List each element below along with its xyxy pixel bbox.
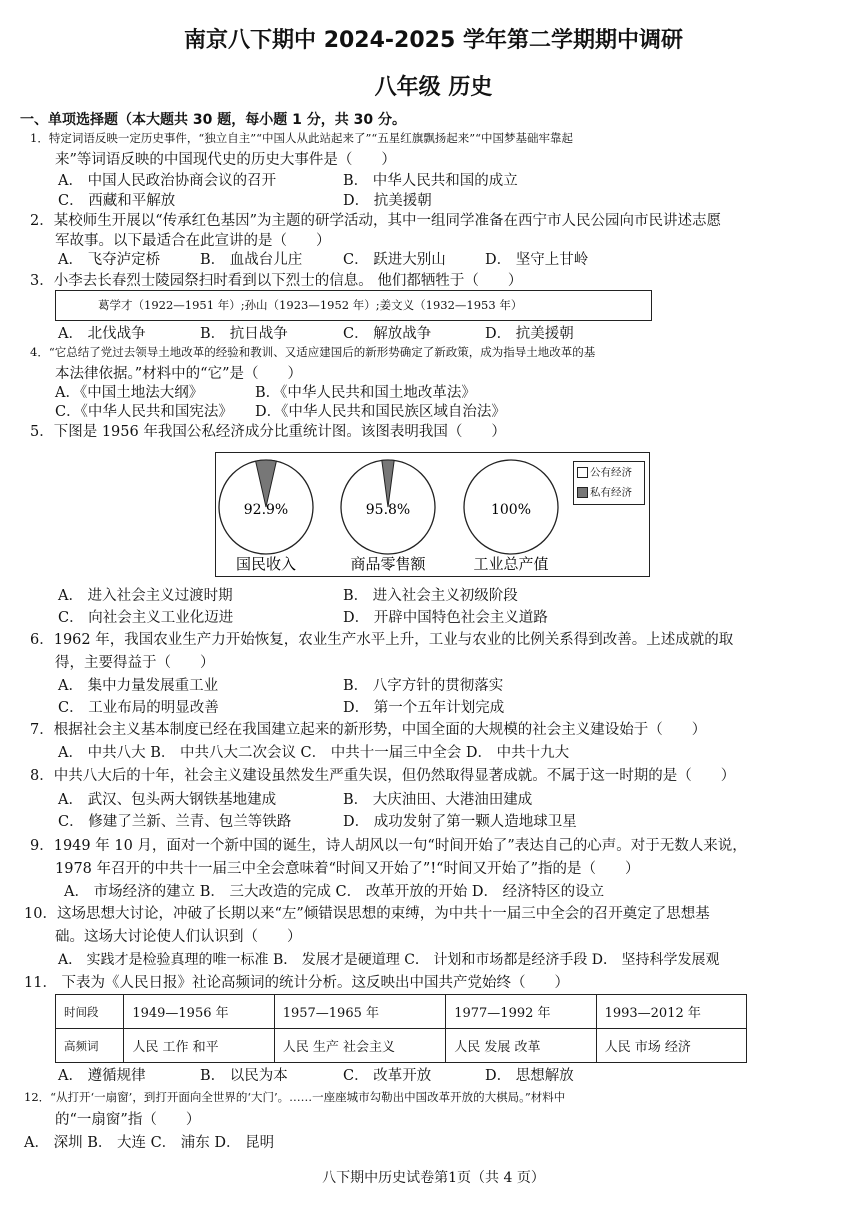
q1-option-c[interactable]: C． 西藏和平解放 xyxy=(58,193,176,209)
q3-info-text: 葛学才（1922—1951 年）;孙山（1923—1952 年）;姜文义（1932—1953 年） xyxy=(98,298,523,312)
q10-stem-line1: 10．这场思想大讨论，冲破了长期以来“左”倾错误思想的束缚，为中共十一届三中全会的召开奠定了思想基 xyxy=(24,906,710,922)
q11-option-c[interactable]: C． 改革开放 xyxy=(343,1068,432,1084)
q5-option-b[interactable]: B． 进入社会主义初级阶段 xyxy=(343,588,518,604)
q9-stem-line1: 9．1949 年 10 月，面对一个新中国的诞生，诗人胡风以一句“时间开始了”表达自己的心声。对于无数人来说， xyxy=(30,838,747,854)
q5-option-d[interactable]: D． 开辟中国特色社会主义道路 xyxy=(343,610,548,626)
legend-swatch-public xyxy=(577,467,588,478)
q6-stem-line2: 得，主要得益于（ ） xyxy=(55,655,215,671)
q11-option-d[interactable]: D． 思想解放 xyxy=(485,1068,574,1084)
q6-option-d[interactable]: D． 第一个五年计划完成 xyxy=(343,700,505,716)
q8-stem: 8．中共八大后的十年，社会主义建设虽然发生严重失误，但仍然取得显著成就。不属于这一时期的是（ ） xyxy=(30,768,736,784)
q6-stem-line1: 6．1962 年，我国农业生产力开始恢复，农业生产水平上升，工业与农业的比例关系得到改善。上述成就的取 xyxy=(30,632,734,648)
q2-stem-line2: 军故事。以下最适合在此宣讲的是（ ） xyxy=(55,233,331,249)
q3-info-box xyxy=(55,290,652,321)
q11-option-a[interactable]: A． 遵循规律 xyxy=(58,1068,146,1084)
q12-stem-line1: 12．“从打开‘一扇窗’，到打开面向全世界的‘大门’。……一座座城市勾勒出中国改革开放的大棋局。”材料中 xyxy=(24,1090,566,1104)
legend-label-private: 私有经济 xyxy=(590,486,632,499)
q2-option-c[interactable]: C． 跃进大别山 xyxy=(343,252,446,268)
table-cell: 人民 生产 社会主义 xyxy=(274,1029,446,1063)
section-heading: 一、单项选择题（本大题共 30 题，每小题 1 分，共 30 分。 xyxy=(20,112,406,128)
legend-label-public: 公有经济 xyxy=(590,466,632,479)
q6-option-a[interactable]: A． 集中力量发展重工业 xyxy=(58,678,219,694)
q7-stem: 7．根据社会主义基本制度已经在我国建立起来的新形势，中国全面的大规模的社会主义建设始于（ ） xyxy=(30,722,707,738)
q12-stem-line2: 的“一扇窗”指（ ） xyxy=(55,1112,201,1128)
q2-stem-line1: 2．某校师生开展以“传承红色基因”为主题的研学活动，其中一组同学准备在西宁市人民公园向市民讲述志愿 xyxy=(30,213,722,229)
q3-stem: 3．小李去长春烈士陵园祭扫时看到以下烈士的信息。 他们都牺牲于（ ） xyxy=(30,273,523,289)
table-cell: 人民 市场 经济 xyxy=(596,1029,746,1063)
q9-options[interactable]: A． 市场经济的建立 B． 三大改造的完成 C． 改革开放的开始 D． 经济特区的设立 xyxy=(64,884,605,900)
q2-option-a[interactable]: A． 飞夺泸定桥 xyxy=(58,252,161,268)
q5-option-a[interactable]: A． 进入社会主义过渡时期 xyxy=(58,588,233,604)
page-footer: 八下期中历史试卷第1页（共 4 页） xyxy=(322,1170,545,1186)
legend-swatch-private xyxy=(577,487,588,498)
q6-option-b[interactable]: B． 八字方针的贯彻落实 xyxy=(343,678,504,694)
legend-public xyxy=(577,467,632,478)
q1-option-b[interactable]: B． 中华人民共和国的成立 xyxy=(343,173,518,189)
q3-option-a[interactable]: A． 北伐战争 xyxy=(58,326,146,342)
q4-option-b[interactable]: B．《中华人民共和国土地改革法》 xyxy=(255,385,476,401)
table-cell: 人民 发展 改革 xyxy=(446,1029,596,1063)
q10-stem-line2: 础。这场大讨论使人们认识到（ ） xyxy=(55,929,302,945)
table-row xyxy=(56,995,747,1029)
table-cell: 1977—1992 年 xyxy=(446,995,596,1029)
legend-private xyxy=(577,487,632,498)
q1-option-d[interactable]: D． 抗美援朝 xyxy=(343,193,432,209)
q4-option-d[interactable]: D．《中华人民共和国民族区域自治法》 xyxy=(255,404,506,420)
table-cell: 时间段 xyxy=(56,995,124,1029)
table-cell: 1957—1965 年 xyxy=(274,995,446,1029)
q5-stem: 5．下图是 1956 年我国公私经济成分比重统计图。该图表明我国（ ） xyxy=(30,424,506,440)
q8-option-c[interactable]: C． 修建了兰新、兰青、包兰等铁路 xyxy=(58,814,292,830)
q7-options[interactable]: A． 中共八大 B． 中共八大二次会议 C． 中共十一届三中全会 D． 中共十九大 xyxy=(58,745,570,761)
q8-option-d[interactable]: D． 成功发射了第一颗人造地球卫星 xyxy=(343,814,577,830)
q9-stem-line2: 1978 年召开的中共十一届三中全会意味着“时间又开始了”!“时间又开始了”指的是（ ） xyxy=(55,861,640,877)
q1-option-a[interactable]: A． 中国人民政治协商会议的召开 xyxy=(58,173,277,189)
page-title: 南京八下期中 2024-2025 学年第二学期期中调研 xyxy=(184,28,683,53)
q4-stem-line2: 本法律依据。”材料中的“它”是（ ） xyxy=(55,366,302,382)
q8-option-b[interactable]: B． 大庆油田、大港油田建成 xyxy=(343,792,533,808)
q3-option-d[interactable]: D． 抗美援朝 xyxy=(485,326,574,342)
q3-option-b[interactable]: B． 抗日战争 xyxy=(200,326,288,342)
q11-stem: 11． 下表为《人民日报》社论高频词的统计分析。这反映出中国共产党始终（ ） xyxy=(24,975,570,991)
page-subtitle: 八年级 历史 xyxy=(374,75,493,100)
pie-value-label: 100% xyxy=(490,502,532,518)
q4-option-a[interactable]: A．《中国土地法大纲》 xyxy=(55,385,204,401)
q11-option-b[interactable]: B． 以民为本 xyxy=(200,1068,288,1084)
q5-option-c[interactable]: C． 向社会主义工业化迈进 xyxy=(58,610,234,626)
table-cell: 1949—1956 年 xyxy=(124,995,274,1029)
table-row xyxy=(56,1029,747,1063)
pie-chart-figure xyxy=(215,452,650,577)
q4-stem-line1: 4．“它总结了党过去领导土地改革的经验和教训、又适应建国后的新形势确定了新政策，成为指导土地改革的基 xyxy=(30,345,596,359)
table-cell: 1993—2012 年 xyxy=(596,995,746,1029)
pie-value-label: 95.8% xyxy=(365,502,411,518)
pie-value-label: 92.9% xyxy=(243,502,289,518)
q1-stem-line1: 1．特定词语反映一定历史事件，“独立自主”“中国人从此站起来了”“五星红旗飘扬起来”“中国梦基础牢靠起 xyxy=(30,131,573,145)
q3-option-c[interactable]: C． 解放战争 xyxy=(343,326,432,342)
q12-options[interactable]: A． 深圳 B． 大连 C． 浦东 D． 昆明 xyxy=(24,1135,275,1151)
pie-category-label: 商品零售额 xyxy=(350,555,426,573)
q10-options[interactable]: A． 实践才是检验真理的唯一标准 B． 发展才是硬道理 C． 计划和市场都是经济手段 D． 坚持科学发展观 xyxy=(58,952,720,968)
q4-option-c[interactable]: C．《中华人民共和国宪法》 xyxy=(55,404,233,420)
pie-category-label: 国民收入 xyxy=(235,555,297,573)
table-cell: 人民 工作 和平 xyxy=(124,1029,274,1063)
pie-category-label: 工业总产值 xyxy=(473,555,549,573)
q2-option-b[interactable]: B． 血战台儿庄 xyxy=(200,252,303,268)
q1-stem-line2: 来”等词语反映的中国现代史的历史大事件是（ ） xyxy=(55,152,396,168)
q11-table xyxy=(55,994,747,1063)
q2-option-d[interactable]: D． 坚守上甘岭 xyxy=(485,252,589,268)
table-cell: 高频词 xyxy=(56,1029,124,1063)
q8-option-a[interactable]: A． 武汉、包头两大钢铁基地建成 xyxy=(58,792,277,808)
chart-legend xyxy=(573,461,645,505)
q6-option-c[interactable]: C． 工业布局的明显改善 xyxy=(58,700,219,716)
